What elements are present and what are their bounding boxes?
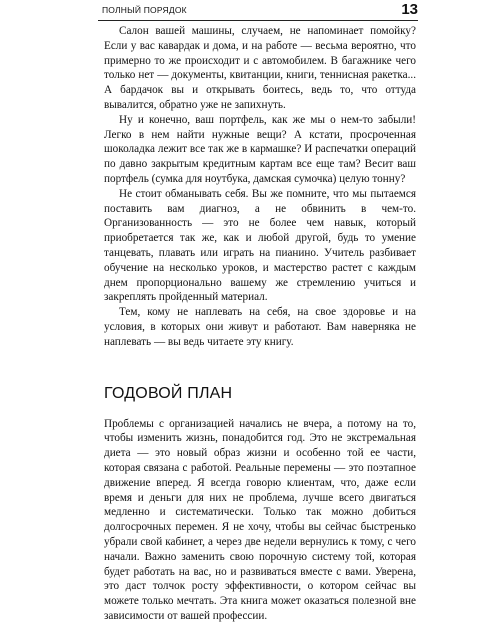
running-title: ПОЛНЫЙ ПОРЯДОК <box>102 5 187 15</box>
header-rule <box>98 20 418 21</box>
page-number: 13 <box>401 1 418 18</box>
paragraph-1: Салон вашей машины, случаем, не напоминает помойку? Если у вас кавардак и дома, и на работе — весьма вероятно, что примерно то же происходит и с автомобилем. В багажнике чего только нет — документы, квитанции, книги, теннисная ракетка... А бардачок вы и открывать боитесь, ведь то, что оттуда вывалится, обратно уже не запихнуть. <box>104 25 416 111</box>
paragraph-3: Не стоит обманывать себя. Вы же помните, что мы пытаемся поставить вам диагноз, а не обвинить в чем-то. Организованность — это не более чем навык, который приобретается так же, как и любой другой, будь то умение танцевать, плавать или играть на пианино. Учитель разбивает обучение на несколько уроков, и мастерство растет с каждым днем пропорционально вашему же стремлению учиться и закреплять пройденный материал. <box>104 187 416 304</box>
page-header <box>98 0 418 20</box>
page-body <box>104 24 416 624</box>
section-heading: ГОДОВОЙ ПЛАН <box>104 384 233 402</box>
paragraph-2: Ну и конечно, ваш портфель, как же мы о нем-то забыли! Легко в нем найти нужные вещи? А кстати, просроченная шоколадка лежит все так же в кармашке? И распечатки операций по давно закрытым кредитным картам все еще там? Весит ваш портфель (сумка для ноутбука, дамская сумочка) целую тонну? <box>104 113 416 185</box>
section-paragraph: Проблемы с организацией начались не вчера, а потому на то, чтобы изменить жизнь, понадобится год. Это не экстремальная диета — это новый образ жизни и особенно той ее части, которая связана с работой. Реальные перемены — это поэтапное движение вперед. Я всегда говорю клиентам, что, даже если время и деньги для них не проблема, лучше всего двигаться медленно и систематически. Только так можно добиться долгосрочных перемен. Я не хочу, чтобы вы сейчас быстренько убрали свой кабинет, а через две недели вернулись к тому, с чего начали. Важно заменить свою порочную систему той, которая будет работать на вас, но и развиваться вместе с вами. Уверена, это даст толчок росту эффективности, о котором сейчас вы можете только мечтать. Эта книга может оказаться полезной вне зависимости от вашей профессии. <box>104 417 416 622</box>
paragraph-4: Тем, кому не наплевать на себя, на свое здоровье и на условия, в которых они живут и работают. Вам наверняка не наплевать — вы ведь читаете эту книгу. <box>104 306 416 348</box>
